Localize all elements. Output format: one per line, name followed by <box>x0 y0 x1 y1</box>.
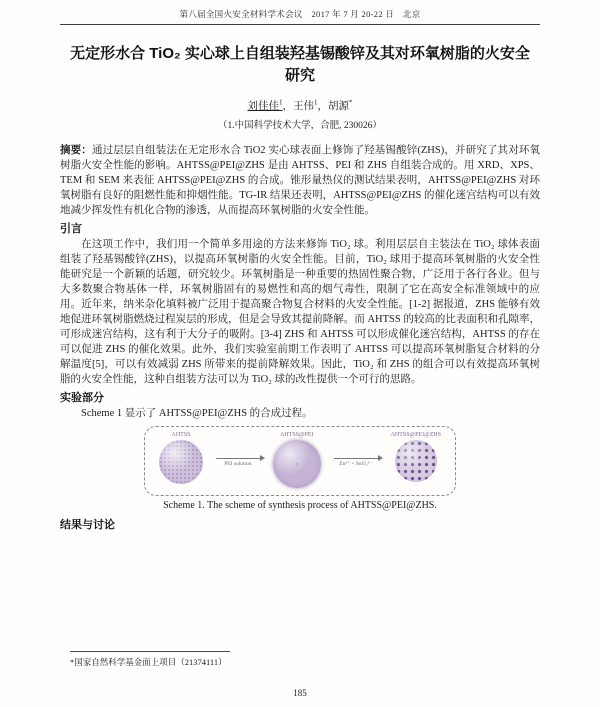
scheme-stage-ahtss-pei-label: AHTSS@PEI <box>280 432 314 438</box>
author-1 <box>247 98 283 112</box>
running-head: 第八届全国火安全材料学术会议 2017 年 7 月 20-22 日 北京 <box>60 0 540 25</box>
section-heading-experimental: 实验部分 <box>60 392 104 404</box>
author-2-affmark: 1 <box>314 98 318 107</box>
ahtss-pei-sphere-image <box>273 440 321 488</box>
ahtss-sphere-image <box>159 440 203 484</box>
scheme-figure <box>144 426 456 511</box>
abstract-label: 摘要： <box>60 144 92 156</box>
scheme-dashed-box <box>144 426 456 496</box>
author-3-affmark: * <box>349 98 353 107</box>
author-1-name: 刘佳佳 <box>247 101 279 112</box>
scheme-stage-ahtss-pei-zhs <box>391 432 441 482</box>
scheme-stage-ahtss-pei-zhs-label: AHTSS@PEI@ZHS <box>390 432 441 438</box>
experimental-paragraph: Scheme 1 显示了 AHTSS@PEI@ZHS 的合成过程。 <box>81 408 313 419</box>
abstract-text: 通过层层自组装法在无定形水合 TiO2 实心球表面上修饰了羟基锡酸锌(ZHS)，并研究了其对环氧树脂火安全性能的影响。AHTSS@PEI@ZHS 是由 AHTSS、PEI 和 ZHS 自组装合成的。用 XRD、XPS、TEM 和 SEM 来表征 AHTSS@PEI@ZHS 的合成。锥形量热仪的测试结果表明，AHTSS@PEI@ZHS 对环氧树脂有良好的阻燃性能和抑烟性能。TG-IR 结果还表明，AHTSS@PEI@ZHS 的催化迷宫结构可以有效地减少挥发性有机化合物的渗透，从而提高环氧树脂的火安全性能。 <box>60 145 540 216</box>
scheme-stage-ahtss-label: AHTSS <box>171 432 191 438</box>
footnote-block <box>70 651 230 668</box>
author-1-affmark: 1 <box>279 98 283 107</box>
abstract-paragraph <box>60 143 540 218</box>
section-heading-introduction: 引言 <box>60 223 82 235</box>
ahtss-pei-zhs-sphere-image <box>395 440 437 482</box>
introduction-paragraph: 在这项工作中，我们用一个简单多用途的方法来修饰 TiO₂ 球。利用层层自主装法在 TiO₂ 球体表面组装了羟基锡酸锌(ZHS)，以提高环氧树脂的火安全性能。目前，TiO₂ 球用于提高环氧树脂的火安全性能研究是一个新颖的话题，研究较少。环氧树脂是一种重要的热固性聚合物，广泛用于各行各业。但与大多数聚合物基体一样，环氧树脂固有的易燃性和高的烟气毒性，限制了它在高安全标准领域中的应用。近年来，纳米杂化填料被广泛用于提高聚合物复合材料的火安全性能。[1-2] 据报道，ZHS 能够有效地促进环氧树脂燃烧过程炭层的形成，但是会导致其提前降解。而 AHTSS 的较高的比表面积和孔隙率，可形成迷宫结构，这有利于大分子的吸附。[3-4] ZHS 和 AHTSS 可以形成催化迷宫结构，AHTSS 的存在可以促进 ZHS 的催化效果。此外，我们实验室前期工作表明了 AHTSS 可以提高环氧树脂复合材料的分解温度[5]，可以有效减弱 ZHS 所带来的提前降解效果。因此，TiO₂ 和 ZHS 的组合可以有效提高环氧树脂的火安全性能，这种自组装方法可以为 TiO₂ 球的改性提供一个可行的思路。 <box>60 239 540 385</box>
author-3-name: 胡源 <box>328 101 349 112</box>
footnote-text: *国家自然科学基金面上项目（21374111） <box>70 657 227 667</box>
author-separator-2: ， <box>317 101 328 112</box>
scheme-arrow-1 <box>216 458 260 467</box>
footnote-divider <box>70 651 230 652</box>
author-2 <box>293 98 318 112</box>
arrow-right-icon <box>334 458 378 459</box>
arrow-right-icon <box>216 458 260 459</box>
scheme-stage-ahtss <box>159 432 203 484</box>
scheme-stage-ahtss-pei <box>273 432 321 488</box>
affiliation: （1.中国科学技术大学，合肥, 230026） <box>218 121 382 131</box>
section-heading-results: 结果与讨论 <box>60 519 115 531</box>
author-2-name: 王伟 <box>293 101 314 112</box>
page-number: 185 <box>293 688 307 698</box>
scheme-caption: Scheme 1. The scheme of synthesis process of AHTSS@PEI@ZHS. <box>163 500 437 511</box>
author-separator-1: ， <box>282 101 293 112</box>
scheme-arrow-2-label: Zn²⁺ + SnO₃²⁻ <box>339 461 373 467</box>
scheme-arrow-2 <box>334 458 378 467</box>
scheme-arrow-1-label: PEI solution <box>224 461 252 467</box>
authors-line <box>60 98 540 113</box>
author-3 <box>328 98 353 112</box>
paper-title: 无定形水合 TiO₂ 实心球上自组装羟基锡酸锌及其对环氧树脂的火安全研究 <box>70 45 530 84</box>
